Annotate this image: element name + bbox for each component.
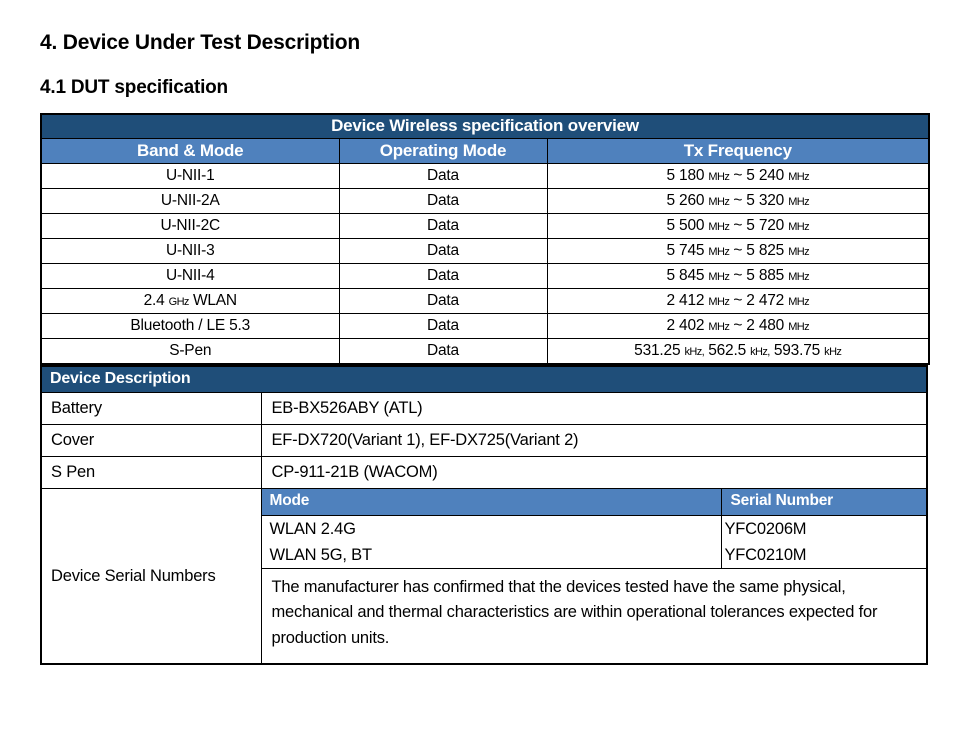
desc-table-title: Device Description xyxy=(41,366,927,393)
band-cell: U-NII-2C xyxy=(41,213,339,238)
freq-cell: 5 845 MHz ~ 5 885 MHz xyxy=(547,263,929,288)
desc-row xyxy=(41,392,927,424)
serial-number: YFC0210M xyxy=(724,545,807,564)
freq-cell: 5 745 MHz ~ 5 825 MHz xyxy=(547,238,929,263)
mode-cell: Data xyxy=(339,238,547,263)
serial-number-list xyxy=(722,515,926,568)
serial-number: YFC0206M xyxy=(724,519,807,538)
spec-table-header-row xyxy=(41,138,929,163)
band-cell: U-NII-2A xyxy=(41,188,339,213)
serial-mode-list xyxy=(262,515,722,568)
table-row xyxy=(41,213,929,238)
manufacturer-note-row xyxy=(262,568,927,663)
table-row xyxy=(41,188,929,213)
band-cell: U-NII-3 xyxy=(41,238,339,263)
column-header-operating-mode: Operating Mode xyxy=(339,138,547,163)
serial-col-mode: Mode xyxy=(262,489,722,516)
serial-values-row xyxy=(262,515,927,568)
mode-cell: Data xyxy=(339,163,547,188)
freq-cell: 531.25 kHz, 562.5 kHz, 593.75 kHz xyxy=(547,338,929,364)
spec-table-title-row xyxy=(41,114,929,139)
desc-row xyxy=(41,424,927,456)
mode-cell: Data xyxy=(339,188,547,213)
manufacturer-note: The manufacturer has confirmed that the devices tested have the same physical, mechanical and thermal characteristics are within operational tolerances expected for production units. xyxy=(262,568,927,663)
spec-table-title: Device Wireless specification overview xyxy=(41,114,929,139)
mode-cell: Data xyxy=(339,288,547,313)
serial-mode: WLAN 5G, BT xyxy=(269,545,372,564)
desc-value-cell: CP-911-21B (WACOM) xyxy=(261,456,927,488)
freq-cell: 2 402 MHz ~ 2 480 MHz xyxy=(547,313,929,338)
freq-cell: 5 180 MHz ~ 5 240 MHz xyxy=(547,163,929,188)
freq-cell: 2 412 MHz ~ 2 472 MHz xyxy=(547,288,929,313)
freq-cell: 5 500 MHz ~ 5 720 MHz xyxy=(547,213,929,238)
serial-row xyxy=(41,488,927,664)
freq-cell: 5 260 MHz ~ 5 320 MHz xyxy=(547,188,929,213)
mode-cell: Data xyxy=(339,263,547,288)
band-cell: 2.4 GHz WLAN xyxy=(41,288,339,313)
serial-table xyxy=(262,489,927,664)
table-row xyxy=(41,313,929,338)
mode-cell: Data xyxy=(339,213,547,238)
desc-label-cell: Cover xyxy=(41,424,261,456)
mode-cell: Data xyxy=(339,338,547,364)
serial-col-number: Serial Number xyxy=(722,489,926,516)
band-cell: U-NII-4 xyxy=(41,263,339,288)
serial-header-row xyxy=(262,489,927,516)
band-cell: Bluetooth / LE 5.3 xyxy=(41,313,339,338)
desc-row xyxy=(41,456,927,488)
section-subtitle: 4.1 DUT specification xyxy=(40,77,228,99)
table-row xyxy=(41,163,929,188)
desc-table-title-row xyxy=(41,366,927,393)
table-row xyxy=(41,338,929,364)
table-row xyxy=(41,238,929,263)
desc-label-cell: Battery xyxy=(41,392,261,424)
table-row xyxy=(41,288,929,313)
desc-table xyxy=(40,365,928,666)
band-cell: U-NII-1 xyxy=(41,163,339,188)
table-row xyxy=(41,263,929,288)
serial-label-cell: Device Serial Numbers xyxy=(41,488,261,664)
column-header-tx-frequency: Tx Frequency xyxy=(547,138,929,163)
mode-cell: Data xyxy=(339,313,547,338)
desc-value-cell: EB-BX526ABY (ATL) xyxy=(261,392,927,424)
serial-mode: WLAN 2.4G xyxy=(269,519,356,538)
page-title: 4. Device Under Test Description xyxy=(40,31,360,54)
column-header-band: Band & Mode xyxy=(41,138,339,163)
desc-label-cell: S Pen xyxy=(41,456,261,488)
desc-value-cell: EF-DX720(Variant 1), EF-DX725(Variant 2) xyxy=(261,424,927,456)
serial-detail-cell xyxy=(261,488,927,664)
spec-table xyxy=(40,113,930,365)
document-page xyxy=(0,30,968,665)
band-cell: S-Pen xyxy=(41,338,339,364)
